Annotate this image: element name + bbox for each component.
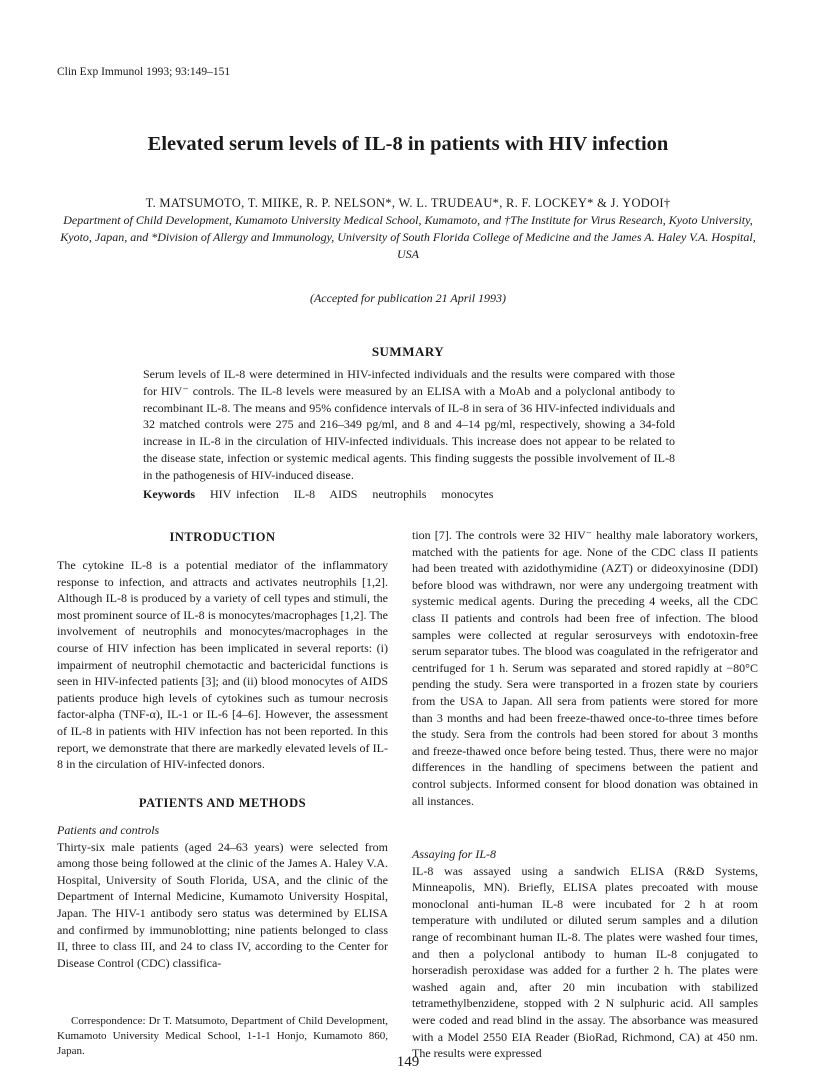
accepted-date: (Accepted for publication 21 April 1993) — [309, 291, 507, 305]
keywords-terms: HIV infection IL-8 AIDS neutrophils monocytes — [210, 487, 494, 501]
journal-citation: Clin Exp Immunol 1993; 93:149–151 — [57, 66, 231, 78]
article-title: Elevated serum levels of IL-8 in patients with HIV infection — [147, 133, 669, 155]
methods-heading: PATIENTS AND METHODS — [138, 796, 307, 810]
patients-paragraph: Thirty-six male patients (aged 24–63 years) were selected from among those being followed at the clinic of the James A. Haley V.A. Hospital, University of South Florida, USA, and the clinic of the Department of Internal Medicine, Kumamoto University Hospital, Japan. The HIV-1 antibody sero status was determined by ELISA and confirmed by immunoblotting; nine patients belonged to class II, three to class III, and 24 to class IV, according to the Center for Disease Control (CDC) classifica- — [57, 839, 388, 970]
patients-subheading: Patients and controls — [57, 823, 160, 837]
assay-paragraph: IL-8 was assayed using a sandwich ELISA (R&D Systems, Minneapolis, MN). Briefly, ELISA plates precoated with mouse monoclonal anti-human IL-8 were incubated for 2 h at room temperature with undiluted or diluted serum samples and a dilution range of recombinant human IL-8. The plates were washed four times, and then a polyclonal antibody to human IL-8 conjugated to horseradish peroxidase was added for a further 2 h. The plates were washed again and, after 20 min incubation with stabilized tetramethylbenzidene, stopped with 2 N sulphuric acid. All samples were coded and read blind in the assay. The absorbance was measured with a Model 2550 EIA Reader (BioRad, Richmond, CA) at 450 nm. The results were expressed — [412, 863, 758, 1061]
introduction-paragraph: The cytokine IL-8 is a potential mediator of the inflammatory response to infection, and attracts and activates neutrophils [1,2]. Although IL-8 is produced by a variety of cell types and stimuli, the most prominent source of IL-8 is monocytes/macrophages [1,2]. The involvement of neutrophils and monocytes/macrophages in the course of HIV infection has been implicated in several reports: (i) impairment of neutrophil chemotactic and bactericidal functions is seen in HIV-infected patients [3]; and (ii) blood monocytes of AIDS patients produce high levels of cytokines such as tumour necrosis factor-alpha (TNF-α), IL-1 or IL-6 [4–6]. However, the assessment of IL-8 in patients with HIV infection has not been reported. In this report, we demonstrate that there are markedly elevated levels of IL-8 in the circulation of HIV-infected donors. — [57, 558, 388, 772]
assay-subheading: Assaying for IL-8 — [412, 847, 496, 861]
summary-heading: SUMMARY — [371, 344, 445, 359]
correspondence-footnote: Correspondence: Dr T. Matsumoto, Department of Child Development, Kumamoto University Medical School, 1-1-1 Honjo, Kumamoto 860, Japan. — [57, 1015, 388, 1058]
keywords — [143, 487, 703, 502]
author-list: T. MATSUMOTO, T. MIIKE, R. P. NELSON*, W. L. TRUDEAU*, R. F. LOCKEY* & J. YODOI† — [145, 196, 671, 210]
page-number: 149 — [396, 1054, 420, 1070]
introduction-text — [57, 557, 388, 773]
keywords-label: Keywords — [143, 487, 195, 501]
patients-paragraph-continued: tion [7]. The controls were 32 HIV⁻ healthy male laboratory workers, matched with the patients for age. None of the CDC class II patients had been treated with azidothymidine (AZT) or dideoxyinosine (DDI) before blood was withdrawn, nor were any undergoing treatment with systemic medical agents. During the preceding 4 weeks, all the CDC class II patients and controls had been free of infection. The blood samples were collected at regular serosurveys with endotoxin-free serum separator tubes. The blood was coagulated in the refrigerator and centrifuged for 1 h. Serum was separated and stored rapidly at −80°C pending the study. Sera were transported in a frozen state by couriers from the USA to Japan. All sera from patients were stored for more than 3 months and had been freeze-thawed once-to-three times before the study. Sera from the controls had been stored for about 3 months and freeze-thawed once before being tested. Thus, there were no major differences in the handling of specimens between the patient and control subjects. Informed consent for blood donation was obtained in all instances. — [412, 528, 758, 808]
methods-right — [412, 527, 758, 809]
assay-section — [412, 846, 758, 1062]
methods-left — [57, 822, 388, 971]
summary-text: Serum levels of IL-8 were determined in HIV-infected individuals and the results were compared with those for HIV⁻ controls. The IL-8 levels were measured by an ELISA with a MoAb and a polyclonal antibody to recombinant IL-8. The means and 95% confidence intervals of IL-8 in sera of 36 HIV-infected individuals and 32 matched controls were 275 and 216–349 pg/ml, and 8 and 4–14 pg/ml, respectively, showing a 34-fold increase in IL-8 in the circulation of HIV-infected individuals. This increase does not appear to be related to the disease state, infection or systemic medical agents. This finding suggests the possible involvement of IL-8 in the pathogenesis of HIV-induced disease. — [143, 367, 675, 482]
affiliations: Department of Child Development, Kumamoto University Medical School, Kumamoto, and †The Institute for Virus Research, Kyoto University, Kyoto, Japan, and *Division of Allergy and Immunology, University of South Florida College of Medicine and the James A. Haley V.A. Hospital, USA — [60, 213, 756, 261]
introduction-heading: INTRODUCTION — [169, 530, 276, 544]
